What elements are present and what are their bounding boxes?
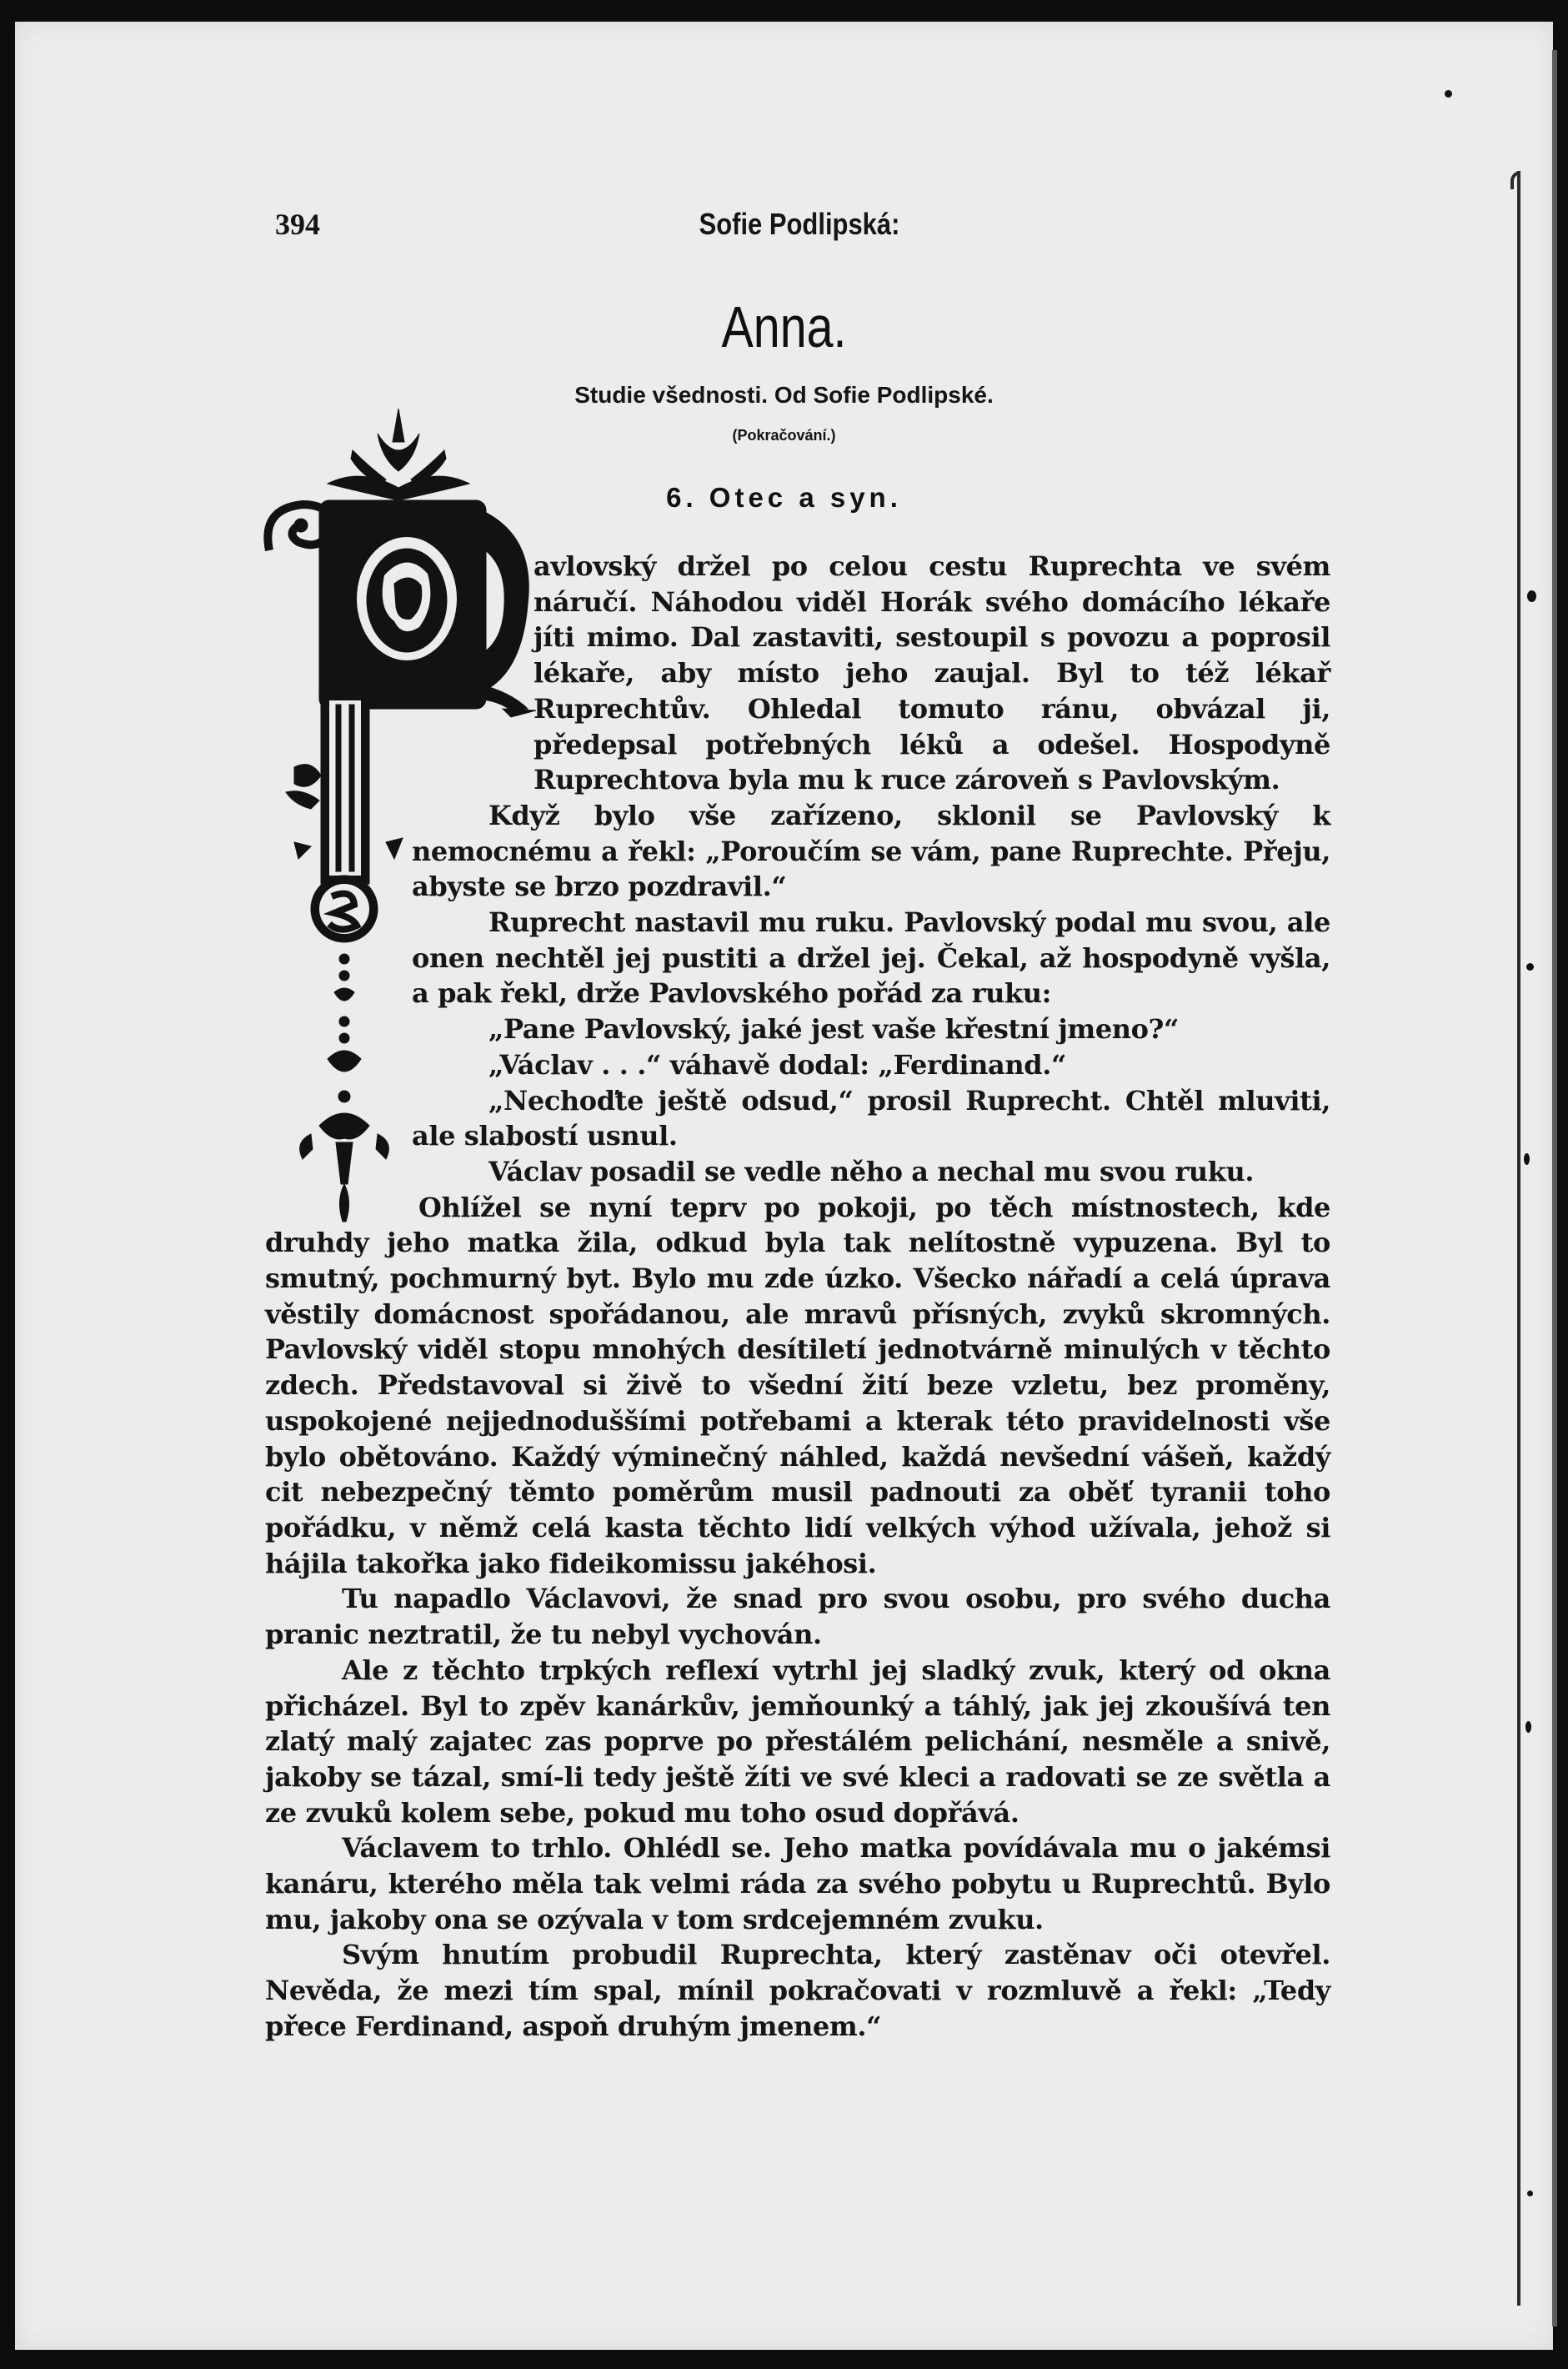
article-title: Anna. [721,294,847,359]
scan-speck [1527,2191,1533,2196]
running-title: Sofie Podlipská: [699,207,900,241]
scan-speck [1525,1721,1531,1733]
page-number: 394 [275,208,320,241]
paragraph-6: „Nechoďte ještě odsud,“ prosil Ruprecht. Chtěl mluviti, ale slabostí usnul. [412,1084,1330,1152]
paragraph-3: Ruprecht nastavil mu ruku. Pavlovský podal mu svou, ale onen nechtěl jej pustiti a držel jej. Čekal, až hospodyně vyšla, a pak řekl, drže Pavlovského pořád za ruku: [412,906,1330,1010]
paragraph-5: „Václav . . .“ váhavě dodal: „Ferdinand.“ [488,1048,1066,1081]
paragraph-4: „Pane Pavlovský, jaké jest vaše křestní jmeno?“ [488,1013,1179,1046]
chapter-heading: 6. Otec a syn. [666,482,902,513]
paragraph-12: Svým hnutím probudil Ruprechta, který zastěnav oči otevřel. Nevěda, že mezi tím spal, mínil pokračovati v rozmluvě a řekl: „Tedy přece Ferdinand, aspoň druhým jmenem.“ [265,1939,1330,2042]
page-header [275,207,1324,248]
paragraph-8: Ohlížel se nyní teprv po pokoji, po těch místnostech, kde druhdy jeho matka žila, odkud byla tak nelítostně vypuzena. Byl to smutný, pochmurný byt. Bylo mu zde úzko. Všecko nářadí a celá úprava věstily domácnost spořádanou, ale mravů přísných, zvyků skromných. Pavlovský viděl stopu mnohých desítiletí jednotvárně minulých v těchto zdech. Představoval si živě to všední žití beze vzletu, bez proměny, uspokojené nejjednoduššími potřebami a kterak této pravidelnosti vše bylo obětováno. Každý výminečný náhled, každá nevšední vášeň, každý cit nebezpečný těmto poměrům musil padnouti za oběť tyranii toho pořádku, v němž celá kasta těchto lidí velkých výhod užívala, jehož si hájila takořka jako fideikomissu jakéhosi. [265,1191,1330,1579]
body-text [265,549,1330,2045]
paragraph-7: Václav posadil se vedle něho a nechal mu svou ruku. [488,1155,1255,1187]
article-subtitle: Studie všednosti. Od Sofie Podlipské. [574,382,994,408]
paragraph-10: Ale z těchto trpkých reflexí vytrhl jej sladký zvuk, který od okna přicházel. Byl to zpěv kanárkův, jemňounký a táhlý, jak jej zkoušívá ten zlatý malý zajatec zas poprve po přestálém pelichání, nesměle a snivě, jakoby se tázal, smí-li tedy ještě žíti ve své kleci a radovati se ze světla a ze zvuků kolem sebe, pokud mu toho osud dopřává. [265,1654,1330,1829]
paragraph-9: Tu napadlo Václavovi, že snad pro svou osobu, pro svého ducha pranic neztratil, že tu nebyl vychován. [265,1583,1330,1651]
scan-speck [1527,590,1536,602]
continuation-note: (Pokračování.) [732,427,836,444]
paragraph-2: Když bylo vše zařízeno, sklonil se Pavlovský k nemocnému a řekl: „Poroučím se vám, pane Ruprechte. Přeju, abyste se brzo pozdravil.“ [412,799,1330,903]
scan-speck [1526,963,1534,971]
scan-speck [1445,90,1452,98]
paragraph-1: avlovský držel po celou cestu Ruprechta ve svém náručí. Náhodou viděl Horák svého domácího lékaře jíti mimo. Dal zastaviti, sestoupil s povozu a poprosil lékaře, aby místo jeho zaujal. Byl to též lékař Ruprechtův. Ohledal tomuto ránu, obvázal ji, předepsal potřebných léků a odešel. Hospodyně Ruprechtova byla mu k ruce zároveň s Pavlovským. [534,550,1330,796]
scan-speck [1524,1153,1530,1165]
paragraph-11: Václavem to trhlo. Ohlédl se. Jeho matka povídávala mu o jakémsi kanáru, kterého měla tak velmi ráda za svého pobytu u Ruprechtů. Bylo mu, jakoby ona se ozývala v tom srdcejemném zvuku. [265,1832,1330,1935]
